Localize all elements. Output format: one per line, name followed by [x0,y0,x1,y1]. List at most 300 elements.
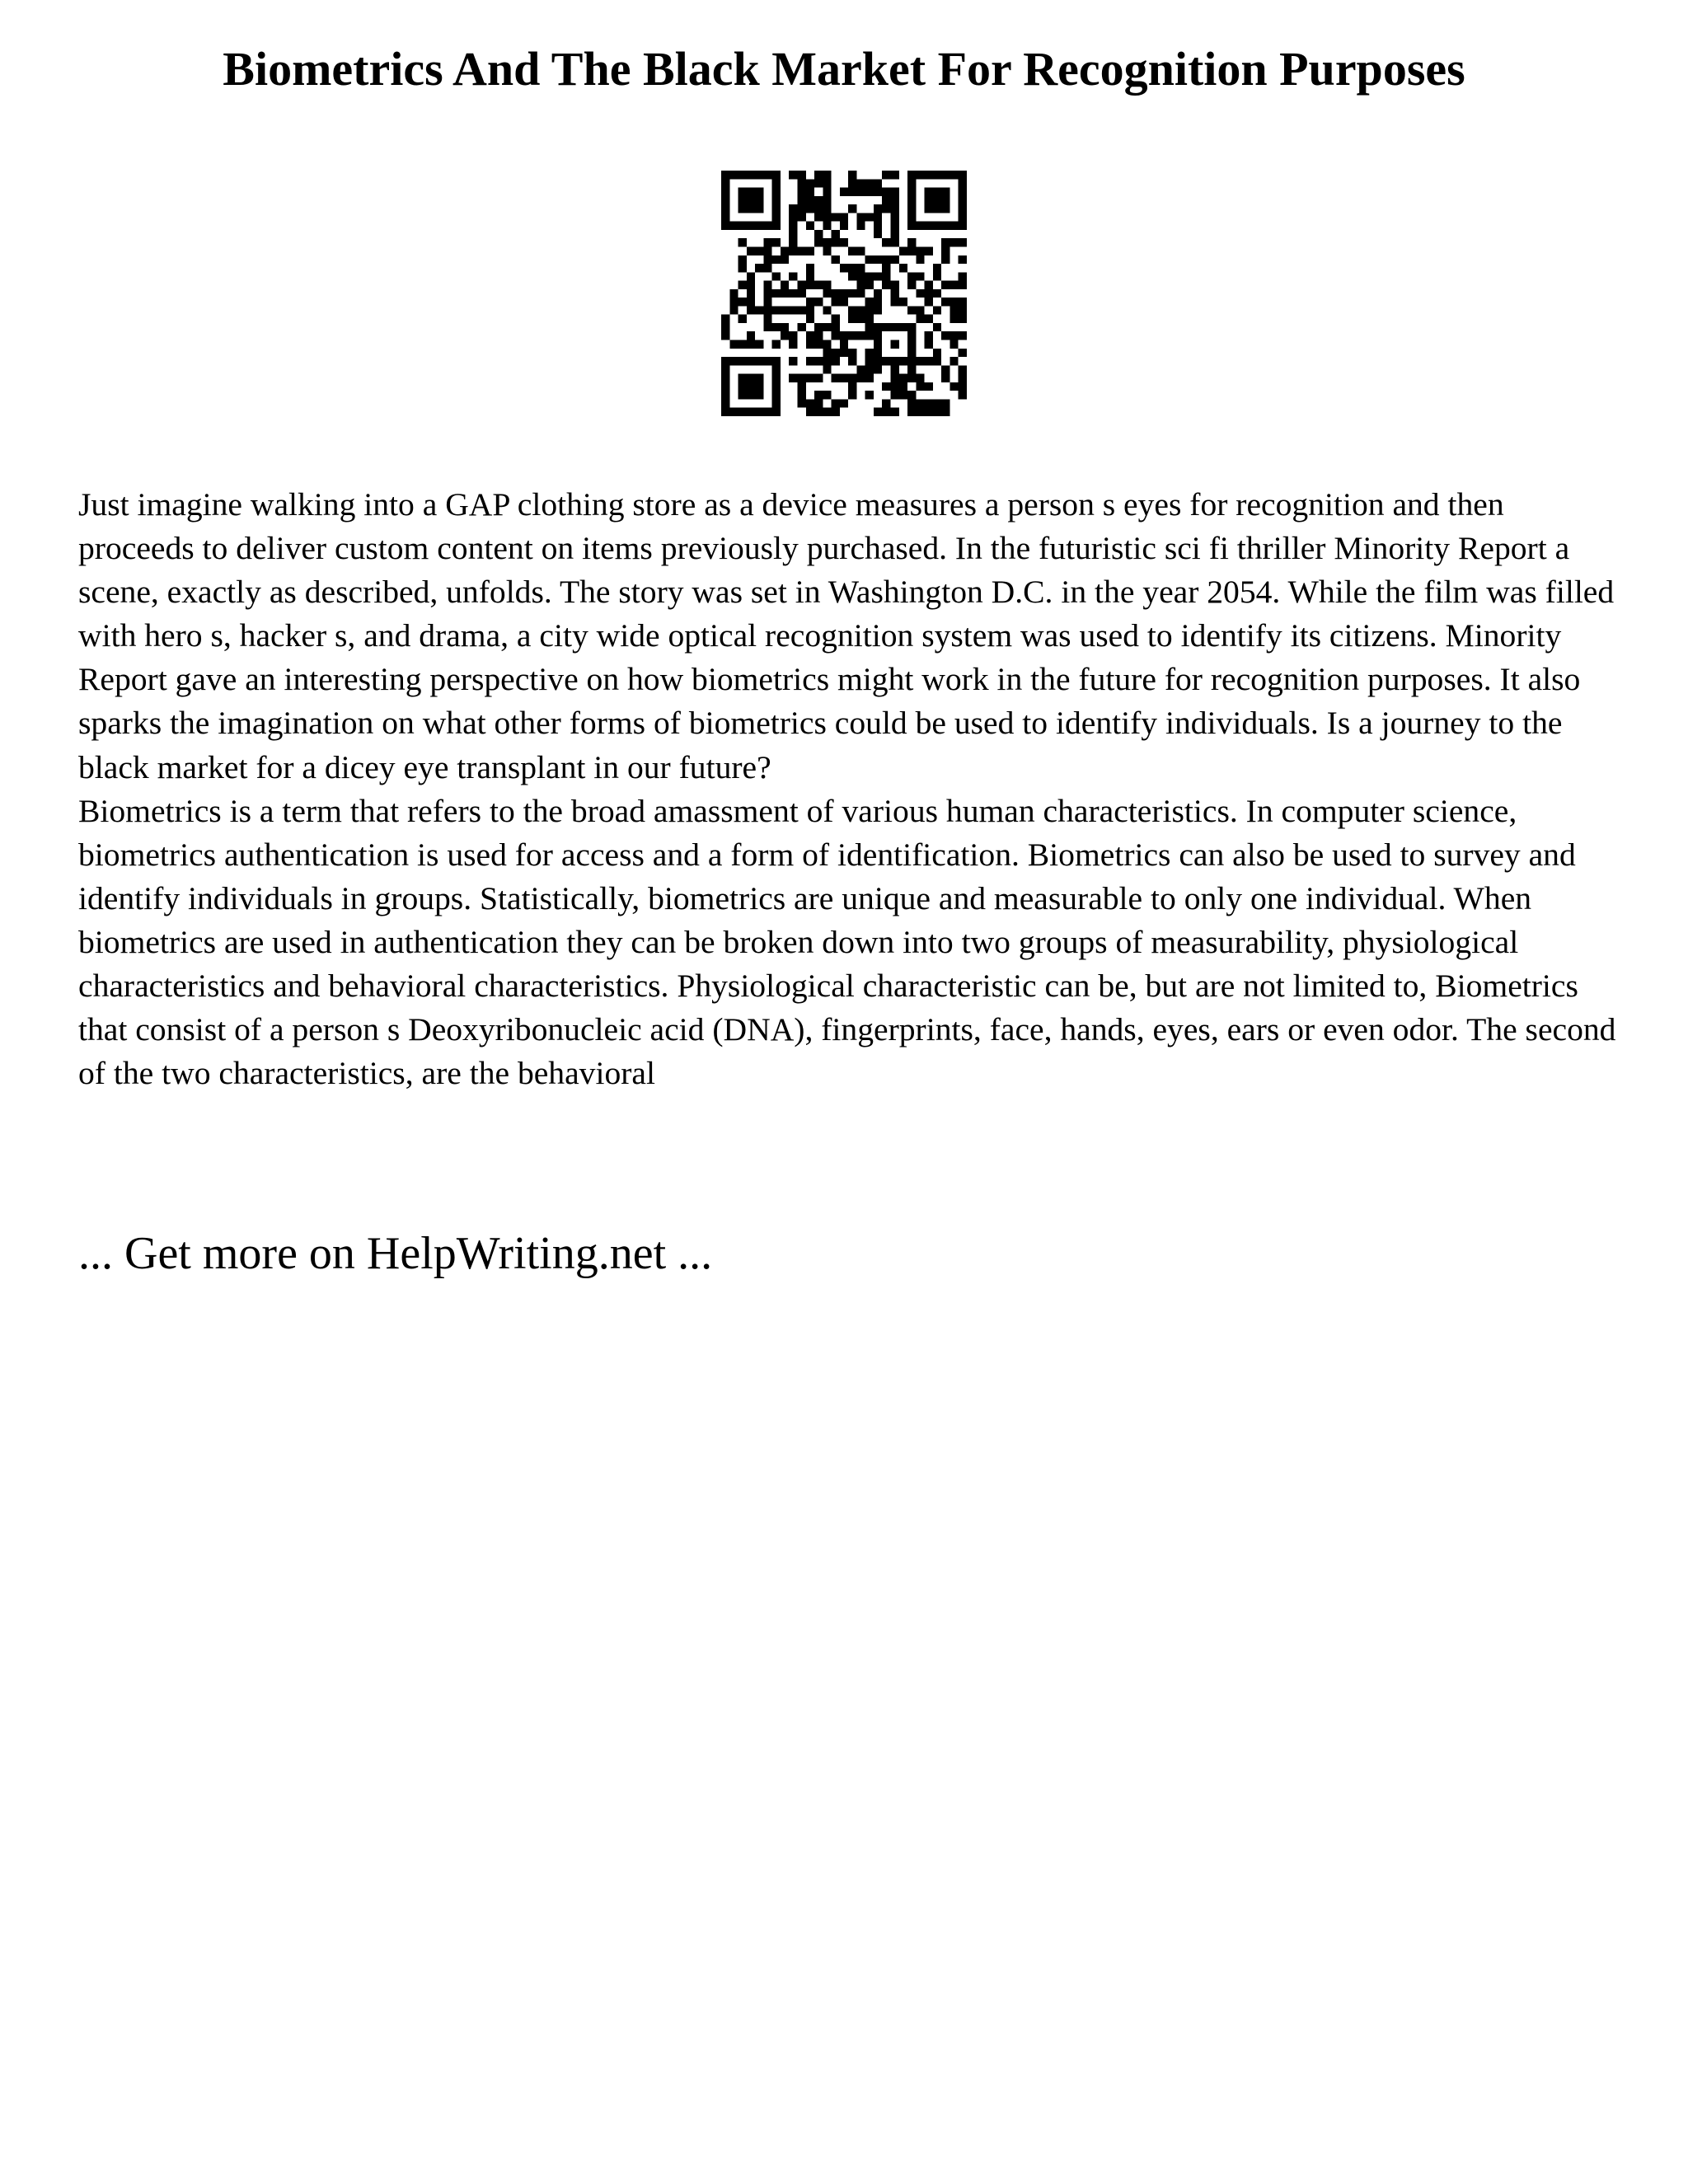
qr-module [882,204,890,213]
article-body [78,483,1628,1095]
qr-module [755,340,763,349]
qr-module [874,289,882,298]
qr-module [941,408,950,416]
qr-module [856,315,865,323]
qr-module [806,264,814,272]
qr-module [832,374,840,382]
qr-module [959,196,967,204]
qr-module [721,391,729,399]
qr-module [899,246,907,255]
qr-module [916,399,924,407]
qr-module [933,222,941,230]
qr-module [721,323,729,331]
qr-module [832,349,840,357]
qr-module [933,306,941,314]
qr-module [907,391,916,399]
qr-module [721,382,729,391]
qr-module [738,391,747,399]
qr-module [916,374,924,382]
get-more-link[interactable]: ... Get more on HelpWriting.net ... [78,1228,713,1279]
qr-module [959,213,967,221]
qr-module [856,188,865,196]
qr-module [806,179,814,187]
qr-module [738,196,747,204]
qr-module [797,306,805,314]
qr-module [840,340,848,349]
qr-module [797,204,805,213]
qr-module [755,246,763,255]
qr-module [941,222,950,230]
qr-module [959,188,967,196]
qr-module [959,365,967,373]
qr-module [747,357,755,365]
qr-module [823,196,831,204]
qr-module [907,357,916,365]
qr-module [882,188,890,196]
qr-module [865,213,874,221]
qr-module [891,188,899,196]
qr-module [747,289,755,298]
qr-module [959,331,967,340]
qr-module [959,255,967,264]
qr-module [763,255,771,264]
qr-module [772,222,781,230]
qr-module [721,196,729,204]
qr-module [772,382,781,391]
qr-module [907,272,916,280]
qr-module [755,171,763,179]
qr-module [797,382,805,391]
qr-module [959,391,967,399]
qr-module [874,272,882,280]
qr-module [907,238,916,246]
qr-module [959,179,967,187]
qr-module [950,306,958,314]
qr-module [814,331,823,340]
qr-module [941,238,950,246]
qr-module [950,340,958,349]
qr-module [823,357,831,365]
qr-module [865,374,874,382]
qr-module [747,222,755,230]
qr-module [721,331,729,340]
qr-module [755,408,763,416]
qr-module [848,357,856,365]
qr-module [916,306,924,314]
qr-module [891,382,899,391]
qr-module [848,382,856,391]
qr-module [781,289,789,298]
qr-module [941,204,950,213]
qr-module [933,399,941,407]
qr-module [738,281,747,289]
qr-module [865,188,874,196]
qr-module [874,323,882,331]
qr-module [747,306,755,314]
qr-module [823,246,831,255]
qr-module [763,264,771,272]
qr-module [959,298,967,306]
qr-module [941,246,950,255]
qr-module [832,238,840,246]
qr-module [848,171,856,179]
qr-module [933,204,941,213]
qr-module [856,222,865,230]
qr-module [721,204,729,213]
qr-module [925,357,933,365]
qr-module [806,374,814,382]
qr-module [832,255,840,264]
qr-module [840,399,848,407]
qr-module [814,399,823,407]
qr-module [772,188,781,196]
qr-module [797,391,805,399]
qr-module [907,374,916,382]
qr-module [907,408,916,416]
qr-module [721,188,729,196]
qr-module [814,230,823,238]
qr-module [738,382,747,391]
qr-module [832,213,840,221]
qr-module [738,222,747,230]
qr-module [891,171,899,179]
qr-module [925,382,933,391]
qr-module [772,340,781,349]
qr-module [874,298,882,306]
qr-module [772,323,781,331]
qr-module [814,179,823,187]
qr-module [840,238,848,246]
qr-module [891,298,899,306]
qr-module [772,171,781,179]
qr-module [941,298,950,306]
qr-module [933,171,941,179]
qr-module [907,179,916,187]
qr-module [814,213,823,221]
qr-module [738,408,747,416]
qr-module [789,272,797,280]
qr-module [832,357,840,365]
qr-module [848,391,856,399]
qr-module [933,349,941,357]
qr-module [772,357,781,365]
qr-module [865,349,874,357]
qr-module [882,171,890,179]
qr-module [891,196,899,204]
qr-module [832,331,840,340]
qr-module [856,246,865,255]
qr-module [941,399,950,407]
qr-module [772,204,781,213]
qr-module [763,306,771,314]
qr-module [874,357,882,365]
qr-module [814,323,823,331]
qr-module [865,306,874,314]
qr-module [941,171,950,179]
qr-module [865,323,874,331]
qr-module [823,213,831,221]
qr-module [941,188,950,196]
qr-module [721,315,729,323]
qr-module [865,298,874,306]
qr-module [907,246,916,255]
qr-module [865,357,874,365]
qr-module [797,171,805,179]
qr-module [874,204,882,213]
qr-module [925,331,933,340]
qr-module [763,408,771,416]
qr-module [806,315,814,323]
qr-module [747,272,755,280]
qr-module [891,255,899,264]
qr-module [874,230,882,238]
qr-module [891,365,899,373]
qr-module [959,374,967,382]
qr-module [823,349,831,357]
qr-module [856,264,865,272]
qr-module [763,246,771,255]
qr-module [721,399,729,407]
qr-module [907,399,916,407]
qr-module [891,340,899,349]
qr-module [916,255,924,264]
qr-module [747,281,755,289]
qr-module [891,204,899,213]
qr-module [823,391,831,399]
qr-module [721,374,729,382]
qr-module [950,357,958,365]
qr-module [806,306,814,314]
qr-module [721,179,729,187]
qr-module [865,315,874,323]
qr-module [840,222,848,230]
qr-module [925,399,933,407]
qr-module [856,272,865,280]
paragraph-biometrics: Biometrics is a term that refers to the broad amassment of various human characteristics. In computer science, biometrics authentication is used for access and a form of identification. Biometrics can also be used to survey and identify individuals in groups. Statistically, biometrics are unique and measurable to only one individual. When biometrics are used in authentication they can be broken down into two groups of measurability, physiological characteristics and behavioral characteristics. Physiological characteristic can be, but are not limited to, Biometrics that consist of a person s Deoxyribonucleic acid (DNA), fingerprints, face, hands, eyes, ears or even odor. The second of the two characteristics, are the behavioral [78,792,1616,1092]
qr-module [789,340,797,349]
qr-module [738,298,747,306]
qr-module [916,222,924,230]
qr-module [789,331,797,340]
qr-module [882,264,890,272]
qr-module [772,365,781,373]
qr-module [738,188,747,196]
qr-module [781,281,789,289]
qr-module [840,349,848,357]
qr-module [789,289,797,298]
qr-module [789,238,797,246]
qr-module [891,408,899,416]
qr-module [721,171,729,179]
qr-module [789,230,797,238]
qr-module [925,281,933,289]
qr-module [925,246,933,255]
qr-module [941,365,950,373]
qr-module [874,306,882,314]
qr-module [933,357,941,365]
qr-module [806,196,814,204]
qr-module [755,222,763,230]
qr-module [959,315,967,323]
qr-module [891,213,899,221]
qr-module [738,315,747,323]
qr-module [832,315,840,323]
qr-module [959,204,967,213]
qr-module [907,213,916,221]
qr-module [823,188,831,196]
qr-module [755,374,763,382]
qr-module [848,349,856,357]
qr-module [959,272,967,280]
qr-module [738,374,747,382]
qr-module [925,222,933,230]
qr-module [865,272,874,280]
qr-module [755,196,763,204]
qr-module [738,171,747,179]
qr-module [933,289,941,298]
qr-module [772,289,781,298]
qr-module [823,306,831,314]
qr-module [814,204,823,213]
qr-module [772,179,781,187]
qr-module [925,188,933,196]
qr-module [806,340,814,349]
qr-module [772,238,781,246]
qr-module [874,222,882,230]
qr-module [729,171,738,179]
qr-module [797,374,805,382]
qr-module [721,213,729,221]
qr-module [882,196,890,204]
qr-module [747,340,755,349]
qr-module [907,306,916,314]
qr-module [840,264,848,272]
qr-module [755,391,763,399]
qr-module [840,188,848,196]
qr-module [789,222,797,230]
qr-module [823,289,831,298]
qr-module [814,408,823,416]
qr-module [950,171,958,179]
qr-module [874,255,882,264]
qr-module [823,204,831,213]
qr-module [781,323,789,331]
qr-module [925,171,933,179]
qr-module [882,357,890,365]
qr-module [823,365,831,373]
qr-module [916,272,924,280]
qr-module [772,399,781,407]
qr-module [763,238,771,246]
qr-module [789,204,797,213]
qr-module [806,357,814,365]
qr-module [891,374,899,382]
qr-module [797,399,805,407]
qr-module [781,306,789,314]
qr-module [772,408,781,416]
qr-module [729,298,738,306]
qr-module [721,357,729,365]
qr-module [789,246,797,255]
qr-module [840,213,848,221]
qr-module [806,331,814,340]
qr-module [738,357,747,365]
qr-module [729,408,738,416]
qr-module [874,340,882,349]
qr-module [907,340,916,349]
qr-module [747,408,755,416]
qr-module [832,408,840,416]
qr-module [729,222,738,230]
qr-module [950,222,958,230]
qr-module [806,188,814,196]
qr-module [848,272,856,280]
qr-module [747,391,755,399]
qr-module [891,230,899,238]
qr-module [916,246,924,255]
qr-module [874,213,882,221]
qr-module [763,222,771,230]
qr-module [950,315,958,323]
qr-module [763,289,771,298]
qr-module [907,222,916,230]
qr-module [747,196,755,204]
qr-module [882,281,890,289]
qr-module [959,222,967,230]
qr-module [891,391,899,399]
qr-module [891,222,899,230]
qr-module [916,408,924,416]
qr-module [729,340,738,349]
qr-module [806,272,814,280]
qr-module [891,281,899,289]
qr-module [755,357,763,365]
qr-module [874,179,882,187]
qr-module [789,306,797,314]
qr-module [907,281,916,289]
qr-module [721,408,729,416]
qr-module [941,281,950,289]
qr-module [882,255,890,264]
qr-module [856,213,865,221]
qr-module [814,281,823,289]
qr-module [763,298,771,306]
qr-module [925,298,933,306]
qr-module [789,357,797,365]
qr-module [907,196,916,204]
qr-module [772,391,781,399]
qr-module [874,365,882,373]
qr-module [933,196,941,204]
qr-module [941,374,950,382]
qr-module [899,357,907,365]
qr-module [806,281,814,289]
qr-module [882,408,890,416]
qr-module [763,315,771,323]
qr-module [763,171,771,179]
qr-module [916,382,924,391]
qr-module [814,340,823,349]
qr-module [950,382,958,391]
qr-module [772,255,781,264]
qr-module [950,331,958,340]
qr-module [840,331,848,340]
qr-module [959,281,967,289]
qr-module [789,171,797,179]
qr-module [925,340,933,349]
qr-module [797,281,805,289]
qr-module [950,281,958,289]
